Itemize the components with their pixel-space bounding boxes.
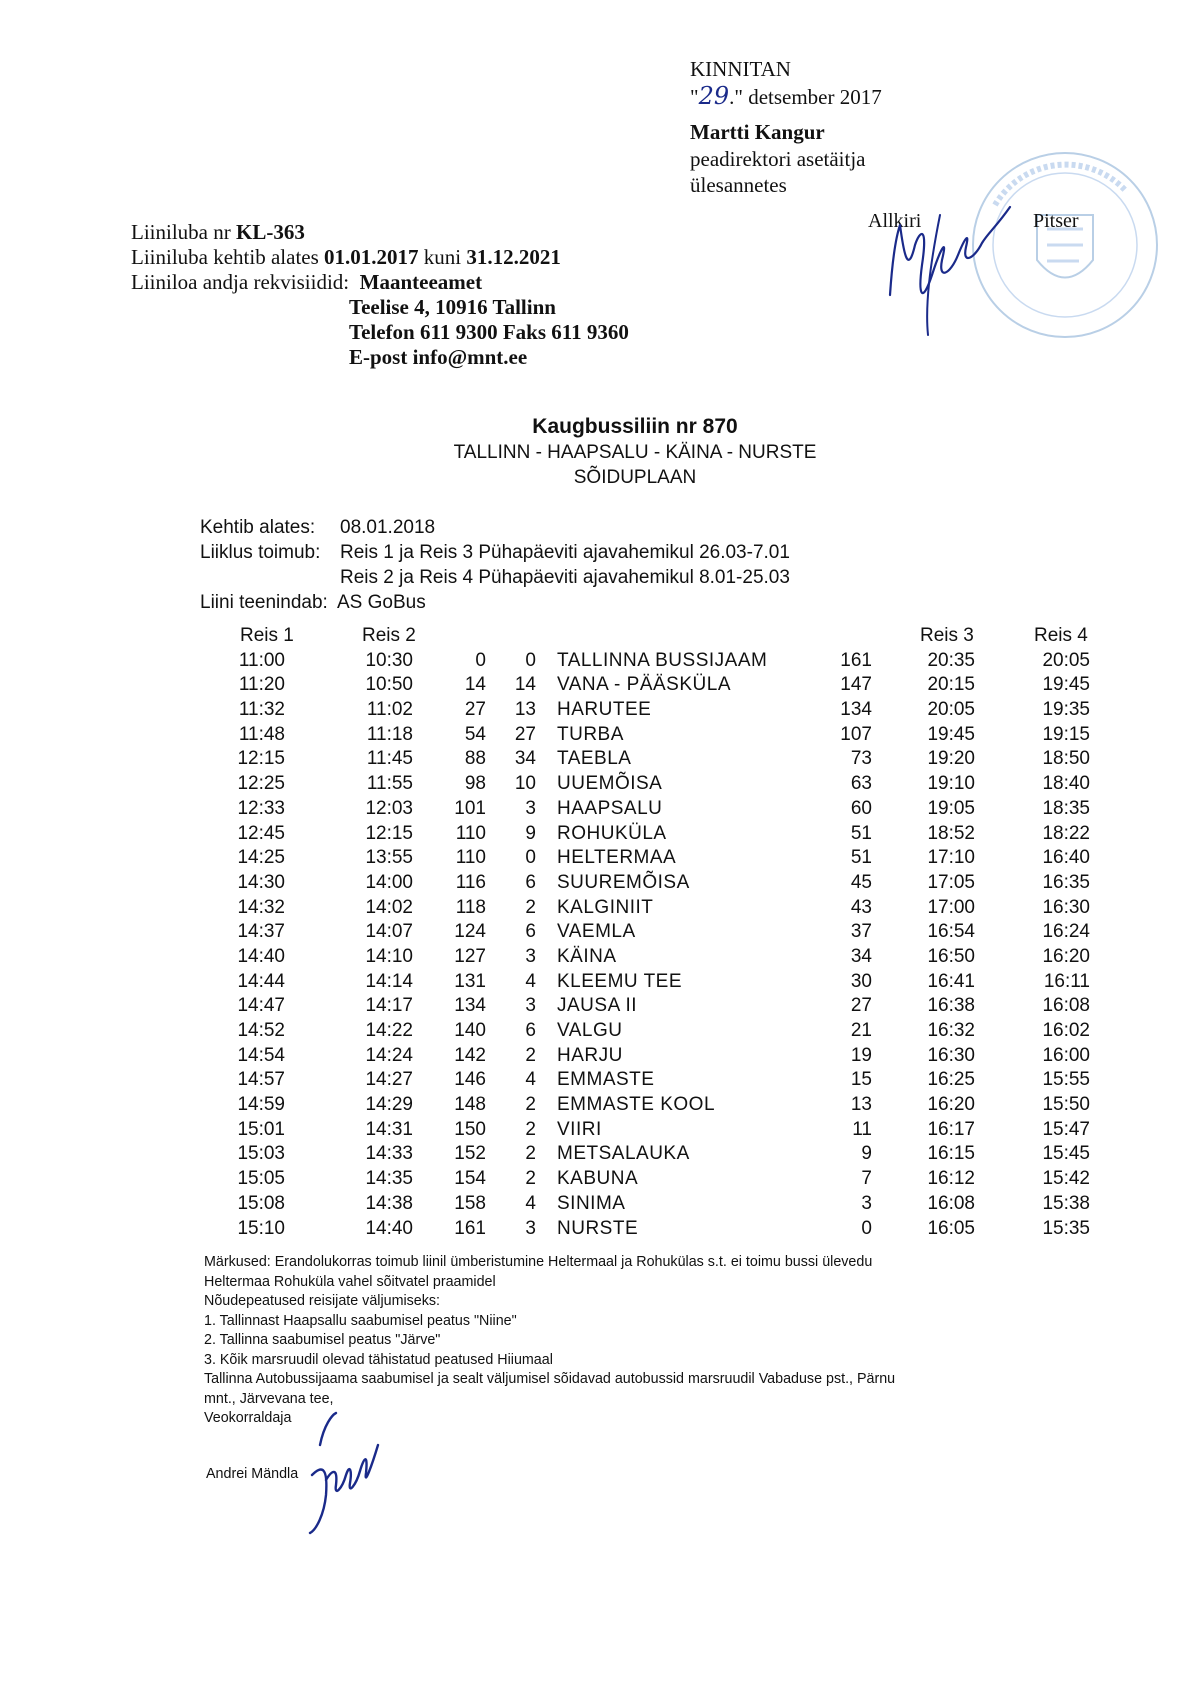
reis-2-time: 14:10 [365, 945, 413, 967]
km-reverse: 3 [861, 1192, 872, 1214]
reis-3-time: 19:10 [927, 773, 975, 795]
km-reverse: 30 [850, 970, 872, 992]
reis-1-time: 14:44 [237, 970, 285, 992]
license-issuer [131, 270, 629, 295]
stop-name: KLEEMU TEE [557, 970, 683, 992]
reis-4-time: 16:40 [1042, 847, 1090, 869]
km-cumulative: 118 [455, 896, 486, 918]
timetable-row [0, 921, 1190, 946]
km-reverse: 51 [850, 822, 872, 844]
stop-name: HARUTEE [557, 699, 652, 721]
timetable-row [0, 1168, 1190, 1193]
reis-4-time: 15:45 [1042, 1143, 1090, 1165]
note-line: 2. Tallinna saabumisel peatus "Järve" [204, 1332, 441, 1348]
note-line: Märkused: Erandolukorras toimub liinil ümberistumine Heltermaal ja Rohukülas s.t. ei toimu bussi ülevedu [204, 1254, 873, 1270]
reis-1-time: 14:54 [237, 1044, 285, 1066]
stop-name: ROHUKÜLA [557, 822, 667, 844]
km-cumulative: 158 [454, 1192, 486, 1214]
km-segment: 14 [514, 674, 536, 696]
km-segment: 3 [525, 797, 536, 819]
reis-3-time: 16:12 [927, 1168, 975, 1190]
approval-day-handwritten: 29 [698, 82, 730, 110]
reis-1-time: 14:25 [237, 847, 285, 869]
km-cumulative: 54 [464, 723, 486, 745]
reis-2-time: 12:03 [365, 797, 413, 819]
signature-label: Allkiri [868, 210, 922, 232]
km-segment: 13 [514, 699, 536, 721]
km-cumulative: 150 [454, 1118, 486, 1140]
km-segment: 6 [525, 921, 536, 943]
reis-1-time: 11:00 [238, 649, 285, 671]
km-reverse: 60 [850, 797, 872, 819]
reis-3-time: 17:10 [927, 847, 975, 869]
handwritten-signature-icon [870, 185, 1040, 345]
km-segment: 2 [525, 1143, 536, 1165]
timetable [0, 625, 1190, 1242]
stop-name: KÄINA [557, 945, 617, 967]
timetable-row [0, 1193, 1190, 1218]
document-type: SÕIDUPLAAN [573, 467, 697, 488]
reis-1-time: 11:32 [238, 699, 285, 721]
km-segment: 2 [525, 1168, 536, 1190]
km-cumulative: 110 [455, 822, 486, 844]
timetable-row [0, 699, 1190, 724]
approver-role-1: peadirektori asetäitja [690, 147, 866, 171]
km-segment: 4 [525, 1192, 536, 1214]
timetable-row [0, 1094, 1190, 1119]
km-reverse: 7 [861, 1168, 872, 1190]
reis-4-time: 15:47 [1042, 1118, 1090, 1140]
note-line: 3. Kõik marsruudil olevad tähistatud peatused Hiiumaal [204, 1351, 553, 1368]
km-reverse: 27 [850, 995, 872, 1017]
meta-valid-value: 08.01.2018 [340, 517, 436, 538]
license-issuer-label: Liiniloa andja rekvisiidid: [131, 270, 350, 294]
header-reis-2: Reis 2 [362, 625, 416, 646]
reis-1-time: 14:30 [237, 871, 285, 893]
km-cumulative: 161 [454, 1217, 486, 1239]
reis-4-time: 19:35 [1042, 699, 1090, 721]
timetable-row [0, 1020, 1190, 1045]
reis-3-time: 20:35 [927, 649, 975, 671]
timetable-row [0, 897, 1190, 922]
note-line: Veokorraldaja [204, 1410, 292, 1426]
reis-3-time: 16:15 [927, 1143, 975, 1165]
stop-name: VALGU [557, 1020, 623, 1041]
reis-4-time: 16:30 [1042, 896, 1090, 918]
reis-3-time: 17:05 [927, 871, 975, 893]
stop-name: KALGINIIT [557, 896, 654, 918]
reis-4-time: 16:08 [1042, 995, 1090, 1017]
km-cumulative: 27 [464, 699, 486, 721]
reis-4-time: 18:50 [1042, 748, 1090, 770]
km-reverse: 13 [850, 1094, 872, 1116]
km-reverse: 51 [850, 847, 872, 869]
reis-3-time: 16:41 [927, 970, 975, 992]
timetable-header [0, 625, 1190, 650]
km-segment: 3 [525, 1217, 536, 1239]
reis-2-time: 14:29 [365, 1094, 413, 1116]
notes-block [204, 1253, 1134, 1429]
reis-3-time: 16:30 [927, 1044, 975, 1066]
timetable-row [0, 1045, 1190, 1070]
line-title: Kaugbussiliin nr 870 [532, 415, 738, 438]
km-segment: 9 [525, 822, 536, 844]
stop-name: HELTERMAA [557, 847, 677, 869]
reis-2-time: 14:35 [365, 1168, 413, 1190]
reis-3-time: 16:50 [927, 945, 975, 967]
stop-name: EMMASTE [557, 1069, 655, 1091]
route-title: TALLINN - HAAPSALU - KÄINA - NURSTE [453, 442, 817, 463]
reis-3-time: 16:20 [927, 1094, 975, 1116]
header-reis-3: Reis 3 [920, 625, 974, 646]
author-name: Andrei Mändla [206, 1466, 299, 1482]
timetable-row [0, 650, 1190, 675]
reis-1-time: 15:05 [237, 1168, 285, 1190]
reis-4-time: 16:02 [1042, 1020, 1090, 1041]
meta-valid-label: Kehtib alates: [200, 517, 316, 538]
reis-1-time: 15:01 [237, 1118, 285, 1140]
meta-traffic-value-2: Reis 2 ja Reis 4 Pühapäeviti ajavahemikul 8.01-25.03 [340, 567, 790, 588]
reis-2-time: 14:22 [365, 1020, 413, 1041]
km-reverse: 107 [840, 723, 872, 745]
timetable-row [0, 995, 1190, 1020]
timetable-row [0, 1119, 1190, 1144]
issuer-phone: Telefon 611 9300 Faks 611 9360 [349, 320, 629, 344]
license-validity-label: Liiniluba kehtib alates [131, 245, 319, 269]
reis-1-time: 14:52 [237, 1020, 285, 1041]
reis-4-time: 18:40 [1042, 773, 1090, 795]
km-reverse: 21 [850, 1020, 872, 1041]
timetable-row [0, 847, 1190, 872]
km-segment: 3 [525, 995, 536, 1017]
reis-1-time: 12:33 [237, 797, 285, 819]
reis-3-time: 16:17 [927, 1118, 975, 1140]
reis-4-time: 18:35 [1042, 797, 1090, 819]
note-line: Heltermaa Rohuküla vahel sõitvatel praamidel [204, 1273, 496, 1290]
km-segment: 2 [525, 896, 536, 918]
license-number-value: KL-363 [235, 220, 305, 244]
license-valid-to: 31.12.2021 [466, 245, 561, 269]
reis-4-time: 15:42 [1042, 1168, 1090, 1190]
km-cumulative: 140 [454, 1020, 486, 1041]
reis-4-time: 20:05 [1042, 649, 1090, 671]
reis-4-time: 15:35 [1042, 1217, 1090, 1239]
km-reverse: 134 [840, 699, 872, 721]
km-cumulative: 154 [454, 1168, 486, 1190]
km-reverse: 43 [850, 896, 872, 918]
timetable-body [0, 650, 1190, 1243]
timetable-row [0, 1143, 1190, 1168]
km-reverse: 161 [840, 649, 872, 671]
km-segment: 4 [525, 1069, 536, 1091]
reis-3-time: 19:05 [927, 797, 975, 819]
license-block [131, 220, 629, 370]
reis-3-time: 19:20 [927, 748, 975, 770]
reis-2-time: 11:18 [366, 723, 413, 745]
km-segment: 3 [525, 945, 536, 967]
reis-2-time: 13:55 [365, 847, 413, 869]
reis-2-time: 10:50 [365, 674, 413, 696]
meta-operator-value: AS GoBus [337, 592, 426, 613]
km-cumulative: 148 [454, 1094, 486, 1116]
license-validity [131, 245, 629, 270]
km-reverse: 19 [850, 1044, 872, 1066]
reis-1-time: 15:08 [237, 1192, 285, 1214]
km-cumulative: 124 [454, 921, 486, 943]
author-signature [302, 1405, 382, 1540]
km-cumulative: 101 [454, 797, 486, 819]
reis-2-time: 14:07 [365, 921, 413, 943]
approval-date-quote: " [690, 85, 699, 109]
km-segment: 2 [525, 1094, 536, 1116]
approver-role-2: ülesannetes [690, 173, 787, 197]
approval-date-rest: ." detsember 2017 [729, 85, 882, 109]
km-reverse: 45 [850, 871, 872, 893]
reis-2-time: 14:02 [365, 896, 413, 918]
reis-2-time: 12:15 [365, 822, 413, 844]
km-segment: 4 [525, 970, 536, 992]
approver-signature [870, 185, 1040, 350]
km-reverse: 63 [850, 773, 872, 795]
meta-traffic-label: Liiklus toimub: [200, 542, 321, 563]
stop-name: METSALAUKA [557, 1143, 690, 1165]
km-segment: 34 [514, 748, 536, 770]
timetable-row [0, 748, 1190, 773]
header-reis-4: Reis 4 [1034, 625, 1088, 646]
stop-name: TAEBLA [557, 748, 632, 770]
reis-1-time: 12:45 [237, 822, 285, 844]
stop-name: TURBA [557, 723, 624, 745]
km-reverse: 37 [850, 921, 872, 943]
reis-1-time: 14:37 [237, 921, 285, 943]
reis-4-time: 19:15 [1042, 723, 1090, 745]
stop-name: KABUNA [557, 1168, 639, 1190]
reis-2-time: 10:30 [365, 649, 413, 671]
reis-4-time: 15:38 [1042, 1192, 1090, 1214]
reis-1-time: 14:40 [237, 945, 285, 967]
reis-2-time: 14:38 [365, 1192, 413, 1214]
timetable-row [0, 724, 1190, 749]
km-cumulative: 110 [455, 847, 486, 869]
timetable-row [0, 946, 1190, 971]
handwritten-signature-icon [302, 1405, 382, 1535]
document-titles [0, 415, 1190, 489]
stop-name: UUEMÕISA [557, 773, 663, 795]
timetable-row [0, 1218, 1190, 1243]
license-issuer-value: Maanteeamet [359, 270, 483, 294]
reis-2-time: 14:33 [365, 1143, 413, 1165]
km-reverse: 147 [840, 674, 872, 696]
km-reverse: 0 [861, 1217, 872, 1239]
meta-traffic-value-1: Reis 1 ja Reis 3 Pühapäeviti ajavahemikul 26.03-7.01 [340, 542, 790, 563]
timetable-row [0, 773, 1190, 798]
km-segment: 2 [525, 1044, 536, 1066]
km-cumulative: 0 [475, 649, 486, 671]
reis-3-time: 20:15 [927, 674, 975, 696]
km-segment: 6 [525, 1020, 536, 1041]
reis-2-time: 11:02 [366, 699, 413, 721]
reis-3-time: 20:05 [927, 699, 975, 721]
timetable-row [0, 1069, 1190, 1094]
reis-1-time: 12:25 [237, 773, 285, 795]
license-valid-to-label: kuni [423, 245, 462, 269]
approval-date [690, 83, 882, 111]
km-cumulative: 146 [454, 1069, 486, 1091]
km-reverse: 34 [850, 945, 872, 967]
stop-name: HAAPSALU [557, 797, 663, 819]
km-segment: 2 [525, 1118, 536, 1140]
reis-1-time: 14:32 [237, 896, 285, 918]
reis-2-time: 14:40 [365, 1217, 413, 1239]
km-cumulative: 14 [464, 674, 486, 696]
reis-3-time: 16:54 [927, 921, 975, 943]
km-segment: 10 [514, 773, 536, 795]
reis-4-time: 16:11 [1043, 970, 1090, 992]
reis-1-time: 15:10 [237, 1217, 285, 1239]
reis-3-time: 16:32 [927, 1020, 975, 1041]
reis-3-time: 16:05 [927, 1217, 975, 1239]
header-reis-1: Reis 1 [240, 625, 294, 646]
km-reverse: 15 [850, 1069, 872, 1091]
stop-name: VIIRI [557, 1118, 602, 1140]
timetable-row [0, 798, 1190, 823]
stop-name: EMMASTE KOOL [557, 1094, 716, 1116]
reis-3-time: 16:08 [927, 1192, 975, 1214]
stop-name: VAEMLA [557, 921, 636, 943]
reis-1-time: 11:20 [238, 674, 285, 696]
reis-4-time: 15:55 [1042, 1069, 1090, 1091]
stop-name: SINIMA [557, 1192, 626, 1214]
reis-4-time: 16:35 [1042, 871, 1090, 893]
km-cumulative: 88 [464, 748, 486, 770]
reis-2-time: 14:24 [365, 1044, 413, 1066]
reis-2-time: 11:55 [366, 773, 413, 795]
issuer-address: Teelise 4, 10916 Tallinn [349, 295, 556, 319]
km-segment: 27 [514, 723, 536, 745]
km-cumulative: 134 [454, 995, 486, 1017]
reis-4-time: 15:50 [1042, 1094, 1090, 1116]
approval-title: KINNITAN [690, 57, 791, 81]
reis-4-time: 16:00 [1042, 1044, 1090, 1066]
reis-3-time: 19:45 [927, 723, 975, 745]
reis-1-time: 11:48 [238, 723, 285, 745]
reis-2-time: 14:27 [365, 1069, 413, 1091]
km-cumulative: 142 [454, 1044, 486, 1066]
km-reverse: 9 [861, 1143, 872, 1165]
reis-1-time: 14:59 [237, 1094, 285, 1116]
km-cumulative: 131 [454, 970, 486, 992]
note-line: mnt., Järvevana tee, [204, 1390, 334, 1407]
reis-4-time: 16:24 [1042, 921, 1090, 943]
timetable-row [0, 674, 1190, 699]
reis-2-time: 14:00 [365, 871, 413, 893]
reis-1-time: 12:15 [237, 748, 285, 770]
stop-name: VANA - PÄÄSKÜLA [557, 674, 731, 696]
reis-1-time: 14:47 [237, 995, 285, 1017]
reis-1-time: 14:57 [237, 1069, 285, 1091]
stop-name: JAUSA II [557, 995, 638, 1017]
reis-1-time: 15:03 [237, 1143, 285, 1165]
meta-operator-label: Liini teenindab: [200, 592, 328, 613]
timetable-row [0, 872, 1190, 897]
approval-block [690, 56, 882, 198]
km-segment: 0 [525, 649, 536, 671]
note-line: Tallinna Autobussijaama saabumisel ja sealt väljumisel sõidavad autobussid marsruudil Vabaduse pst., Pärnu [204, 1371, 896, 1387]
km-cumulative: 127 [454, 945, 486, 967]
km-cumulative: 152 [454, 1143, 486, 1165]
reis-2-time: 14:17 [365, 995, 413, 1017]
license-number-label: Liiniluba nr [131, 220, 231, 244]
km-segment: 0 [525, 847, 536, 869]
stop-name: SUUREMÕISA [557, 871, 690, 893]
reis-4-time: 19:45 [1042, 674, 1090, 696]
stop-name: HARJU [557, 1044, 623, 1066]
km-cumulative: 98 [464, 773, 486, 795]
note-line: Nõudepeatused reisijate väljumiseks: [204, 1293, 441, 1309]
stamp-label: Pitser [1033, 210, 1079, 232]
timetable-row [0, 823, 1190, 848]
issuer-email: E-post info@mnt.ee [349, 345, 528, 369]
reis-3-time: 18:52 [927, 822, 975, 844]
license-number [131, 220, 629, 245]
reis-3-time: 16:38 [927, 995, 975, 1017]
note-line: 1. Tallinnast Haapsallu saabumisel peatus "Niine" [204, 1312, 517, 1329]
reis-2-time: 14:14 [365, 970, 413, 992]
reis-2-time: 14:31 [365, 1118, 413, 1140]
reis-3-time: 16:25 [927, 1069, 975, 1091]
reis-4-time: 18:22 [1042, 822, 1090, 844]
km-cumulative: 116 [455, 871, 486, 893]
km-reverse: 73 [850, 748, 872, 770]
reis-3-time: 17:00 [927, 896, 975, 918]
stop-name: TALLINNA BUSSIJAAM [557, 649, 768, 671]
timetable-row [0, 971, 1190, 996]
km-segment: 6 [525, 871, 536, 893]
license-valid-from: 01.01.2017 [324, 245, 419, 269]
km-reverse: 11 [852, 1118, 872, 1140]
stop-name: NURSTE [557, 1217, 639, 1239]
reis-2-time: 11:45 [366, 748, 413, 770]
approver-name: Martti Kangur [690, 120, 825, 144]
reis-4-time: 16:20 [1042, 945, 1090, 967]
